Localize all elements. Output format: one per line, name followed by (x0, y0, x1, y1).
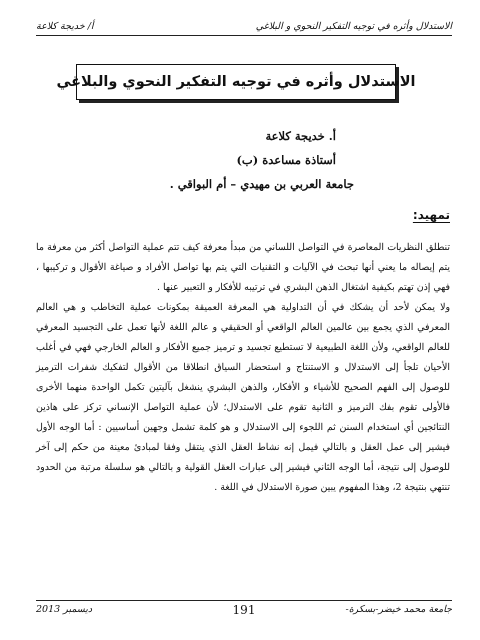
running-header (36, 14, 452, 32)
author-affiliation: جامعة العربي بن مهيدي – أم البواقي . (169, 177, 354, 191)
author-block (98, 124, 358, 196)
page-number: 191 (232, 603, 256, 617)
author-rank: أستاذة مساعدة (ب) (236, 153, 336, 167)
footer-divider (36, 600, 452, 601)
header-journal-title: الاستدلال وأثره في توجيه التفكير النحوي و البلاغي (255, 21, 452, 32)
footer-university: جامعة محمد خيضر-بسكرة- (345, 604, 452, 615)
header-divider (36, 35, 452, 36)
author-name: أ. خديجة كلاعة (265, 129, 336, 143)
body-paragraph: ولا يمكن لأحد أن يشكك في أن التداولية هي المعرفة العميقة بمكونات عملية التخاطب و هي العالم المعرفي الذي يجمع بين عالمين العالم الواقعي أو الحقيقي و عالم اللغة لأنها تعمل على التجسيد المعرفي للعالم الواقعي، ولأن اللغة الطبيعية لا تستطيع تجسيد و ترميز جميع الأفكار و العالم الخارجي فهي في أغلب الأحيان تلجأ إلى الاستدلال و الاستنتاج و استحضار السياق انطلاقا من الأقوال لتفكيك شفرات الترميز للوصول إلى الفهم الصحيح للأشياء و الأفكار، والذهن البشري ينشغل بآليتين تكمل الواحدة منهما الأخرى فالأولى تقوم بفك الترميز و الثانية تقوم على الاستدلال؛ لأن عملية التواصل الإنساني تركز على هاذين النتائجين أي استخدام السنن ثم اللجوء إلى الاستدلال و هو كلمة تشمل وجهين أساسيين : أما الوجه الأول فيشير إلى عمل العقل و بالتالي فيمل إنه نشاط العقل الذي ينتقل وفقا لمبادئ معينة من حكم إلى آخر للوصول إلى نتيجة، أما الوجه الثاني فيشير إلى عبارات العقل القولية و بالتالي هو سلسلة مرتبة من الحدود تنتهي بنتيجة 2، وهذا المفهوم يبين صورة الاستدلال في اللغة . (36, 302, 450, 493)
body-paragraph: تنطلق النظريات المعاصرة في التواصل اللساني من مبدأ معرفة كيف تتم عملية التواصل أكثر من معرفة ما يتم إيصاله ما يعني أنها تبحث في الآليات و التقنيات التي يتم بها تواصل الأفراد و صياغة الأقوال و تركيبها ، فهي إذن تهتم بكيفية اشتغال الذهن البشري في ترتيبه للأفكار و التعبير عنها . (36, 242, 450, 293)
article-title: الاستدلال وأثره في توجيه التفكير النحوي والبلاغي (56, 74, 416, 90)
footer-date: ديسمبر 2013 (36, 604, 93, 615)
section-heading: تمهيد: (412, 208, 450, 222)
article-title-box (56, 64, 416, 100)
running-footer (36, 604, 452, 622)
header-author: أ/ خديجة كلاعة (36, 21, 94, 32)
article-body (36, 238, 450, 498)
